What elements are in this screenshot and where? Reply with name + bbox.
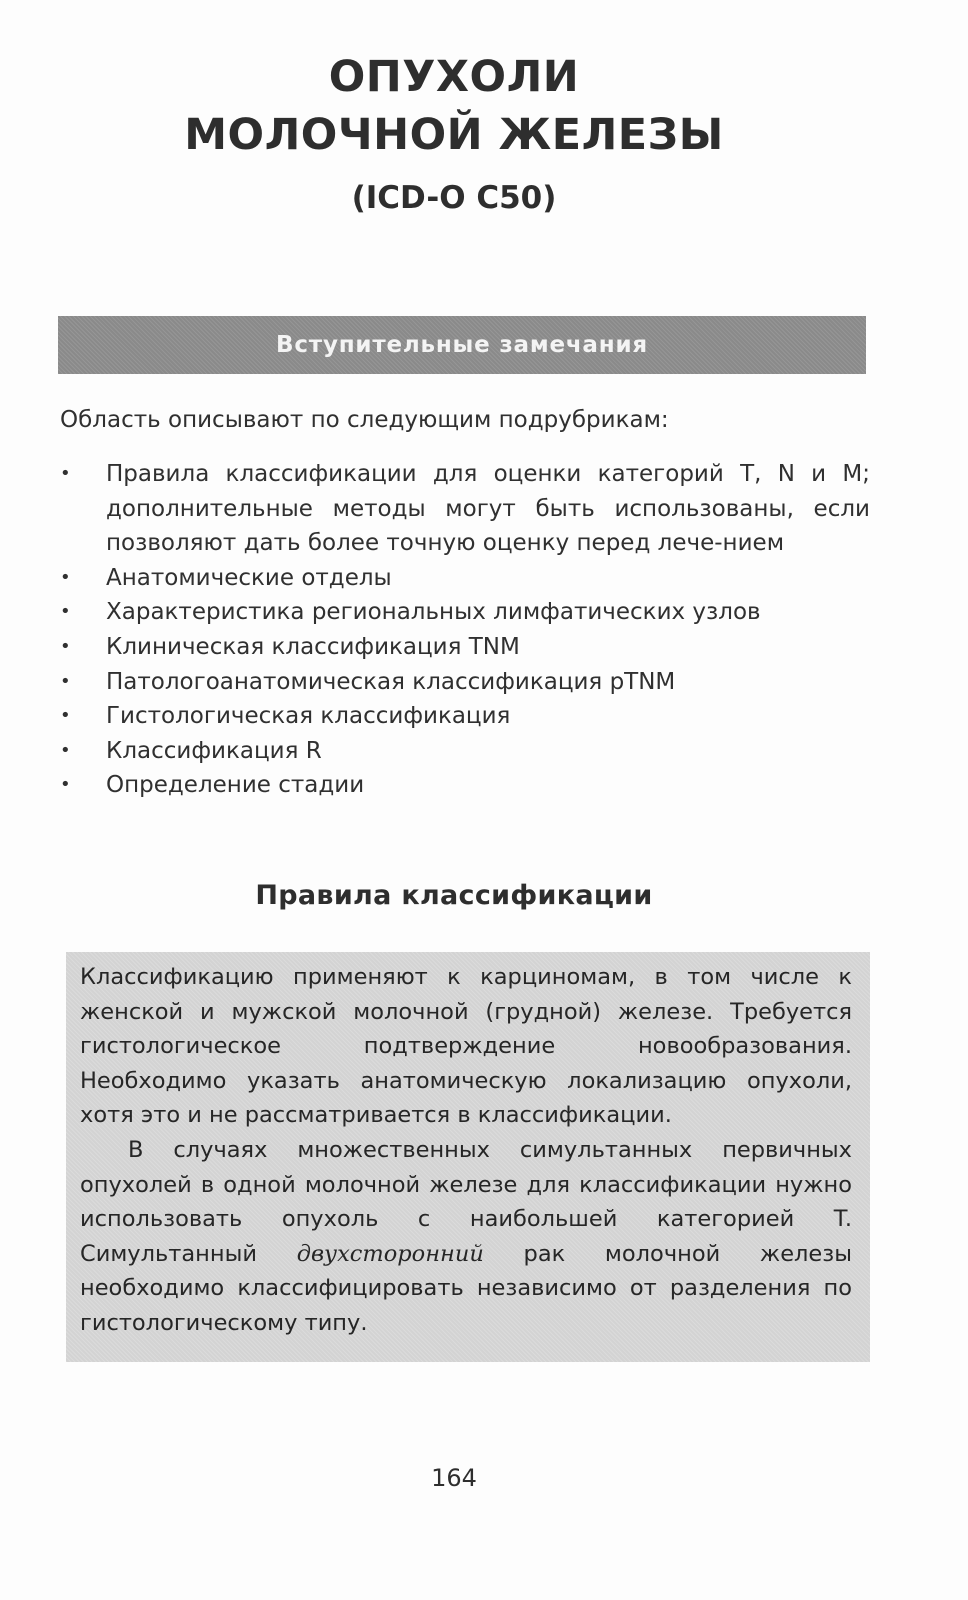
list-item-text: Клиническая классификация TNM (106, 633, 520, 660)
icd-code: (ICD-O C50) (351, 180, 557, 216)
rules-text-block (80, 960, 852, 1341)
bullet-icon: • (60, 739, 71, 761)
classification-rules-heading: Правила классификации (255, 880, 653, 911)
chapter-title (0, 48, 908, 226)
list-item-text: Анатомические отделы (106, 564, 392, 591)
bullet-icon: • (60, 635, 71, 657)
list-item (58, 630, 870, 665)
bullet-icon: • (60, 670, 71, 692)
bullet-icon: • (60, 566, 71, 588)
list-item (58, 561, 870, 596)
list-item-text: Характеристика региональных лимфатических узлов (106, 599, 761, 626)
chapter-title-line-2: МОЛОЧНОЙ ЖЕЛЕЗЫ (184, 110, 724, 160)
bullet-icon: • (60, 705, 71, 727)
bullet-icon: • (60, 774, 71, 796)
rules-paragraph-2-end: рак молочной железы необходимо классифицировать независимо от разделения по гистологическому типу. (80, 1240, 852, 1336)
list-item (58, 734, 870, 769)
bullet-icon: • (60, 601, 71, 623)
list-item (58, 768, 870, 803)
chapter-title-line-1: ОПУХОЛИ (328, 52, 580, 102)
list-item-text: Патологоанатомическая классификация pTNM (106, 668, 676, 695)
rules-paragraph-2 (80, 1133, 852, 1341)
section-heading-bar (58, 316, 866, 374)
page-number: 164 (431, 1464, 477, 1492)
list-item-text: Гистологическая классификация (106, 703, 511, 730)
rules-paragraph-1: Классификацию применяют к карциномам, в том числе к женской и мужской молочной (грудной) железе. Требуется гистологическое подтверждение новообразования. Необходимо указать анатомическую локализацию опухоли, хотя это и не рассматривается в классификации. (80, 964, 852, 1129)
intro-text: Область описывают по следующим подрубрикам: (60, 407, 669, 433)
list-item (58, 665, 870, 700)
list-item (58, 699, 870, 734)
rules-paragraph-2-italic: двухсторонний (296, 1240, 484, 1267)
list-item (58, 595, 870, 630)
section-heading: Вступительные замечания (276, 332, 648, 358)
list-item (58, 457, 870, 561)
list-item-text: Определение стадии (106, 772, 365, 799)
list-item-text: Классификация R (106, 737, 322, 764)
rules-paragraph-2-start: В случаях множественных симультанных первичных опухолей в одной молочной железе для классификации нужно использовать опухоль с наибольшей категорией T. Симультанный (80, 1136, 852, 1267)
bullet-icon: • (60, 463, 71, 484)
list-item-text: Правила классификации для оценки категорий T, N и M; дополнительные методы могут быть использованы, если позволяют дать более точную оценку перед лече-нием (106, 461, 870, 557)
subsection-list (58, 457, 870, 803)
